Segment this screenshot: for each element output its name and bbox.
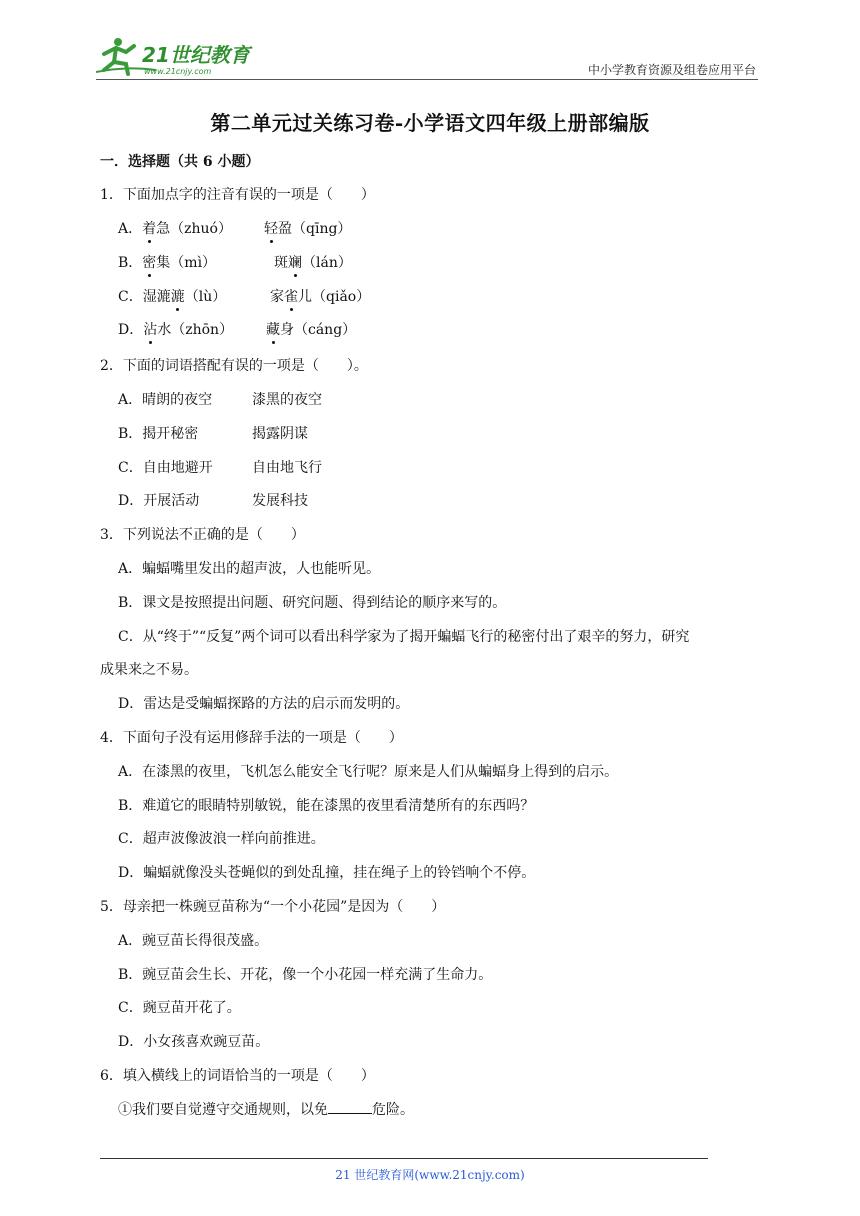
question-3-option-d: D．雷达是受蝙蝠探路的方法的启示而发明的。 [118,696,410,712]
question-5-option-a: A．豌豆苗长得很茂盛。 [118,933,269,949]
page-header [96,30,758,80]
question-1-option-a: A．着急（zhuó） 轻盈（qīng） [118,218,232,238]
footer-link[interactable]: 21 世纪教育网(www.21cnjy.com) [335,1168,525,1182]
question-3-stem: 3．下列说法不正确的是（ ） [100,527,305,543]
question-3-option-b: B．课文是按照提出问题、研究问题、得到结论的顺序来写的。 [118,595,507,611]
svg-text:www.21cnjy.com: www.21cnjy.com [144,67,212,76]
question-6-stem: 6．填入横线上的词语恰当的一项是（ ） [100,1068,375,1084]
answer-blank [328,1101,372,1114]
logo [96,36,266,76]
platform-name: 中小学教育资源及组卷应用平台 [587,63,756,77]
question-1-option-b: B．密集（mì） 斑斓（lán） [118,252,216,272]
question-5-option-d: D．小女孩喜欢豌豆苗。 [118,1034,270,1050]
question-5-option-b: B．豌豆苗会生长、开花，像一个小花园一样充满了生命力。 [118,967,493,983]
question-1-option-d: D．沾水（zhōn） 藏身（cáng） [118,319,233,339]
question-2-option-b: B．揭开秘密 揭露阴谋 [118,426,308,442]
question-3-option-c: C．从“终于”“反复”两个词可以看出科学家为了揭开蝙蝠飞行的秘密付出了艰辛的努力，研究 [118,629,690,645]
question-3-option-c-continued: 成果来之不易。 [100,662,198,678]
header-divider [96,79,758,80]
question-6-item-1: ①我们要自觉遵守交通规则，以免 危险。 [118,1102,414,1118]
footer-divider [100,1158,708,1159]
question-4-option-c: C．超声波像波浪一样向前推进。 [118,831,325,847]
question-5-option-c: C．豌豆苗开花了。 [118,1000,241,1016]
page-title: 第二单元过关练习卷-小学语文四年级上册部编版 [210,111,650,135]
question-1-option-c: C．湿漉漉（lù） 家雀儿（qiǎo） [118,286,226,306]
question-5-stem: 5．母亲把一株豌豆苗称为“一个小花园”是因为（ ） [100,899,446,915]
question-4-option-a: A．在漆黑的夜里，飞机怎么能安全飞行呢？原来是人们从蝙蝠身上得到的启示。 [118,764,619,780]
question-4-option-b: B．难道它的眼睛特别敏锐，能在漆黑的夜里看清楚所有的东西吗？ [118,798,535,814]
question-2-stem: 2．下面的词语搭配有误的一项是（ ）。 [100,358,368,374]
svg-text:21世纪教育: 21世纪教育 [142,43,250,67]
question-2-option-a: A．晴朗的夜空 漆黑的夜空 [118,392,322,408]
question-2-option-d: D．开展活动 发展科技 [118,493,308,509]
question-4-option-d: D．蝙蝠就像没头苍蝇似的到处乱撞，挂在绳子上的铃铛响个不停。 [118,865,536,881]
section-heading: 一．选择题（共 6 小题） [100,154,260,170]
question-3-option-a: A．蝙蝠嘴里发出的超声波，人也能听见。 [118,561,381,577]
question-4-stem: 4．下面句子没有运用修辞手法的一项是（ ） [100,730,403,746]
question-1-stem: 1．下面加点字的注音有误的一项是（ ） [100,187,375,203]
question-2-option-c: C．自由地避开 自由地飞行 [118,460,322,476]
